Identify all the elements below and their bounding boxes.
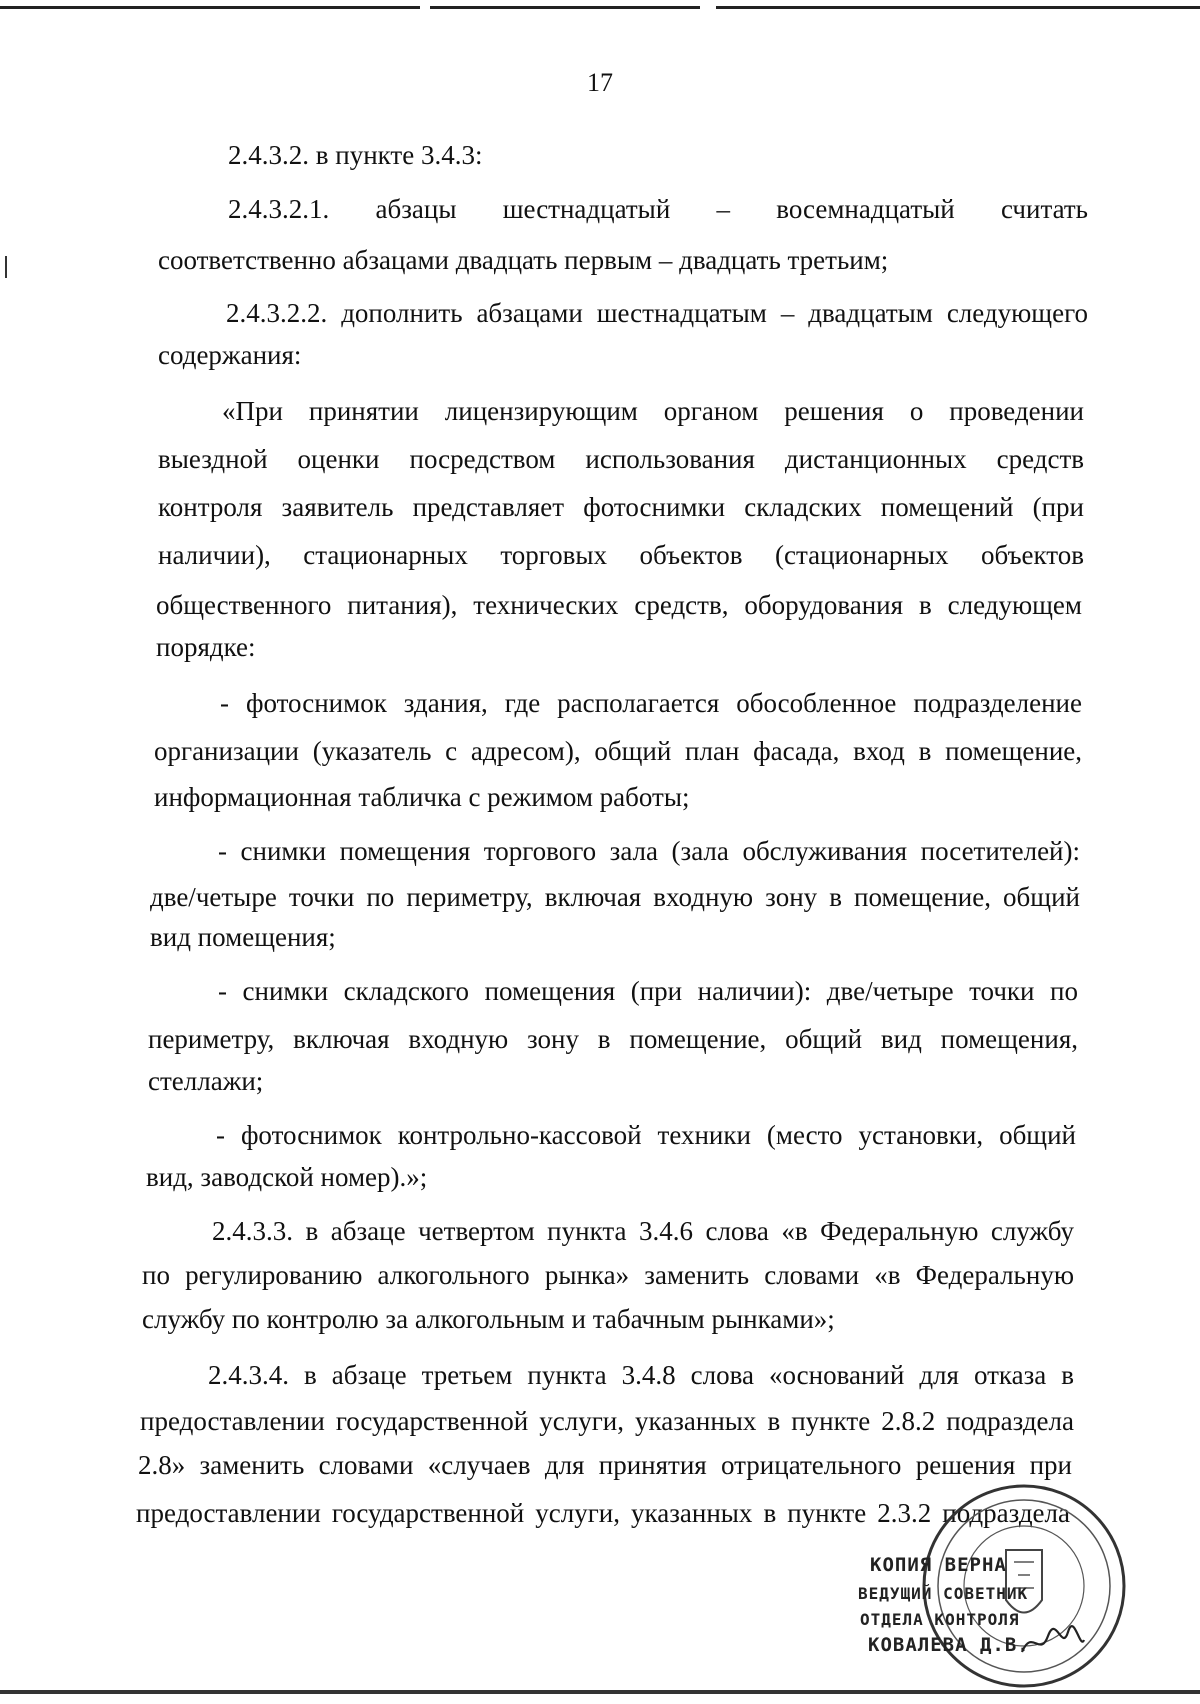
text-line: две/четыре точки по периметру, включая входную зону в помещение, общий [150,882,1080,912]
text-line: вид, заводской номер).»; [146,1162,428,1192]
stamp-copy-certified: КОПИЯ ВЕРНА [870,1554,1007,1576]
page-number: 17 [587,68,613,97]
handwritten-signature [1018,1622,1088,1662]
text-line: «При принятии лицензирующим органом решения о проведении [222,396,1084,426]
text-line: 2.4.3.2.1. абзацы шестнадцатый – восемнадцатый считать [228,194,1088,224]
text-line: 2.4.3.2. в пункте 3.4.3: [228,140,483,170]
text-line: 2.4.3.2.2. дополнить абзацами шестнадцатым – двадцатым следующего [226,298,1088,328]
text-line: предоставлении государственной услуги, указанных в пункте 2.8.2 подраздела [140,1406,1074,1436]
text-line: соответственно абзацами двадцать первым – двадцать третьим; [158,245,889,275]
text-line: содержания: [158,340,302,370]
text-line: - фотоснимок контрольно-кассовой техники (место установки, общий [216,1120,1076,1150]
text-line: стеллажи; [148,1066,264,1096]
text-line: организации (указатель с адресом), общий план фасада, вход в помещение, [154,736,1082,766]
text-line: - фотоснимок здания, где располагается обособленное подразделение [220,688,1082,718]
top-scan-border [0,6,1200,9]
text-line: - снимки помещения торгового зала (зала обслуживания посетителей): [218,836,1080,866]
text-line: вид помещения; [150,922,336,952]
text-line: порядке: [156,632,256,662]
stamp-position: ВЕДУЩИЙ СОВЕТНИК [858,1584,1029,1603]
bottom-scan-border [0,1690,1200,1694]
stamp-department: ОТДЕЛА КОНТРОЛЯ [860,1610,1020,1629]
text-line: 2.4.3.3. в абзаце четвертом пункта 3.4.6 слова «в Федеральную службу [212,1216,1074,1246]
text-line: - снимки складского помещения (при наличии): две/четыре точки по [218,976,1078,1006]
text-line: контроля заявитель представляет фотоснимки складских помещений (при [158,492,1084,522]
text-line: службу по контролю за алкогольным и табачным рынками»; [142,1304,835,1334]
text-line: предоставлении государственной услуги, указанных в пункте 2.3.2 подраздела [136,1498,1070,1528]
stamp-signatory: КОВАЛЕВА Д.В. [868,1634,1030,1656]
scan-margin-mark [5,256,7,278]
text-line: по регулированию алкогольного рынка» заменить словами «в Федеральную [142,1260,1074,1290]
text-line: наличии), стационарных торговых объектов (стационарных объектов [158,540,1084,570]
text-line: 2.4.3.4. в абзаце третьем пункта 3.4.8 слова «оснований для отказа в [208,1360,1074,1390]
text-line: информационная табличка с режимом работы; [154,782,690,812]
text-line: общественного питания), технических средств, оборудования в следующем [156,590,1082,620]
text-line: 2.8» заменить словами «случаев для принятия отрицательного решения при [138,1450,1072,1480]
text-line: периметру, включая входную зону в помещение, общий вид помещения, [148,1024,1078,1054]
text-line: выездной оценки посредством использования дистанционных средств [158,444,1084,474]
